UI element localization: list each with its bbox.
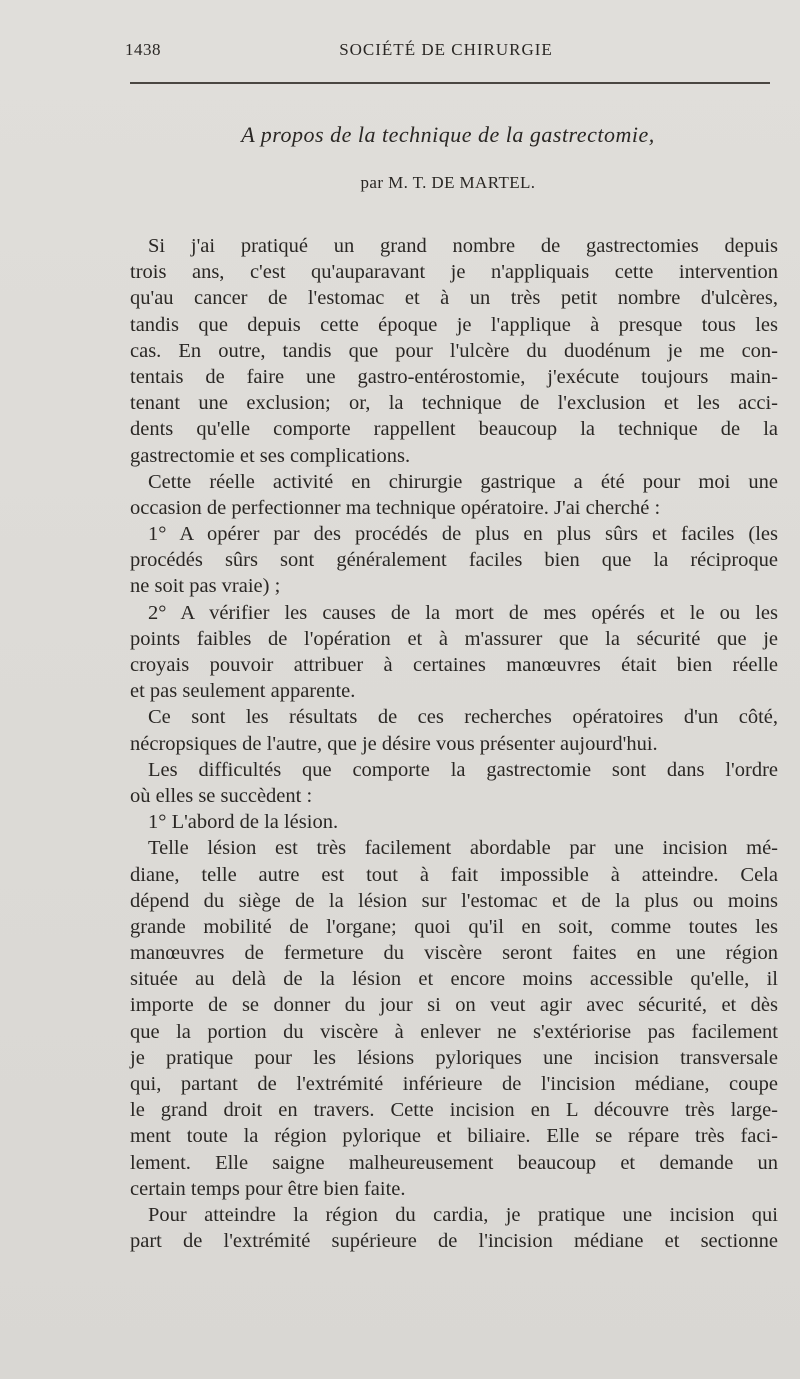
text-line: procédés sûrs sont généralement faciles bien que la réciproque [130,549,778,572]
text-line: le grand droit en travers. Cette incision en L découvre très large- [130,1099,778,1122]
text-line: 2° A vérifier les causes de la mort de mes opérés et le ou les [148,601,778,624]
text-line: diane, telle autre est tout à fait impossible à atteindre. Cela [130,863,778,886]
text-line: lement. Elle saigne malheureusement beaucoup et demande un [130,1151,778,1174]
text-line: Les difficultés que comporte la gastrectomie sont dans l'ordre [148,758,778,781]
text-line: tenant une exclusion; or, la technique de l'exclusion et les acci- [130,392,778,415]
text-line: certain temps pour être bien faite. [130,1177,406,1200]
text-line: cas. En outre, tandis que pour l'ulcère du duodénum je me con- [130,339,778,362]
text-line: qu'au cancer de l'estomac et à un très petit nombre d'ulcères, [130,287,778,310]
text-line: occasion de perfectionner ma technique opératoire. J'ai cherché : [130,496,661,519]
article-title: A propos de la technique de la gastrectomie, [241,122,655,147]
text-line: Si j'ai pratiqué un grand nombre de gastrectomies depuis [148,235,778,257]
text-line: croyais pouvoir attribuer à certaines manœuvres était bien réelle [130,654,778,676]
header-rule [130,82,770,84]
text-line: part de l'extrémité supérieure de l'incision médiane et sectionne [130,1230,778,1253]
text-line: Telle lésion est très facilement abordable par une incision mé- [148,837,778,860]
text-line: trois ans, c'est qu'auparavant je n'appliquais cette intervention [130,261,778,284]
text-line: située au delà de la lésion et encore moins accessible qu'elle, il [130,968,778,991]
text-line: gastrectomie et ses complications. [130,444,411,467]
text-line: Ce sont les résultats de ces recherches opératoires d'un côté, [148,706,778,729]
text-line: 1° L'abord de la lésion. [148,811,339,834]
text-line: 1° A opérer par des procédés de plus en plus sûrs et faciles (les [148,523,778,546]
text-line: et pas seulement apparente. [130,680,356,703]
text-line: points faibles de l'opération et à m'assurer que la sécurité que je [130,627,778,650]
text-line: tentais de faire une gastro-entérostomie, j'exécute toujours main- [130,365,778,388]
text-line: où elles se succèdent : [130,784,313,807]
article-body [130,233,778,1254]
text-line: je pratique pour les lésions pyloriques une incision transversale [130,1046,778,1069]
text-line: importe de se donner du jour si on veut agir avec sécurité, et dès [130,994,778,1017]
page-number: 1438 [125,40,161,59]
text-line: qui, partant de l'extrémité inférieure de l'incision médiane, coupe [130,1073,778,1095]
text-line: nécropsiques de l'autre, que je désire vous présenter aujourd'hui. [130,732,658,755]
article-byline: par M. T. DE MARTEL. [360,173,536,192]
text-line: tandis que depuis cette époque je l'applique à presque tous les [130,313,778,336]
text-line: dépend du siège de la lésion sur l'estomac et de la plus ou moins [130,889,778,912]
text-line: grande mobilité de l'organe; quoi qu'il en soit, comme toutes les [130,915,778,938]
text-line: dents qu'elle comporte rappellent beaucoup la technique de la [130,418,778,441]
text-line: Pour atteindre la région du cardia, je pratique une incision qui [148,1203,778,1226]
text-line: manœuvres de fermeture du viscère seront faites en une région [130,942,778,965]
text-line: que la portion du viscère à enlever ne s'extériorise pas facilement [130,1020,778,1043]
text-line: Cette réelle activité en chirurgie gastrique a été pour moi une [148,470,778,493]
running-header [125,40,767,64]
journal-title: SOCIÉTÉ DE CHIRURGIE [339,40,553,59]
text-line: ment toute la région pylorique et biliaire. Elle se répare très faci- [130,1125,778,1148]
text-line: ne soit pas vraie) ; [130,575,281,598]
